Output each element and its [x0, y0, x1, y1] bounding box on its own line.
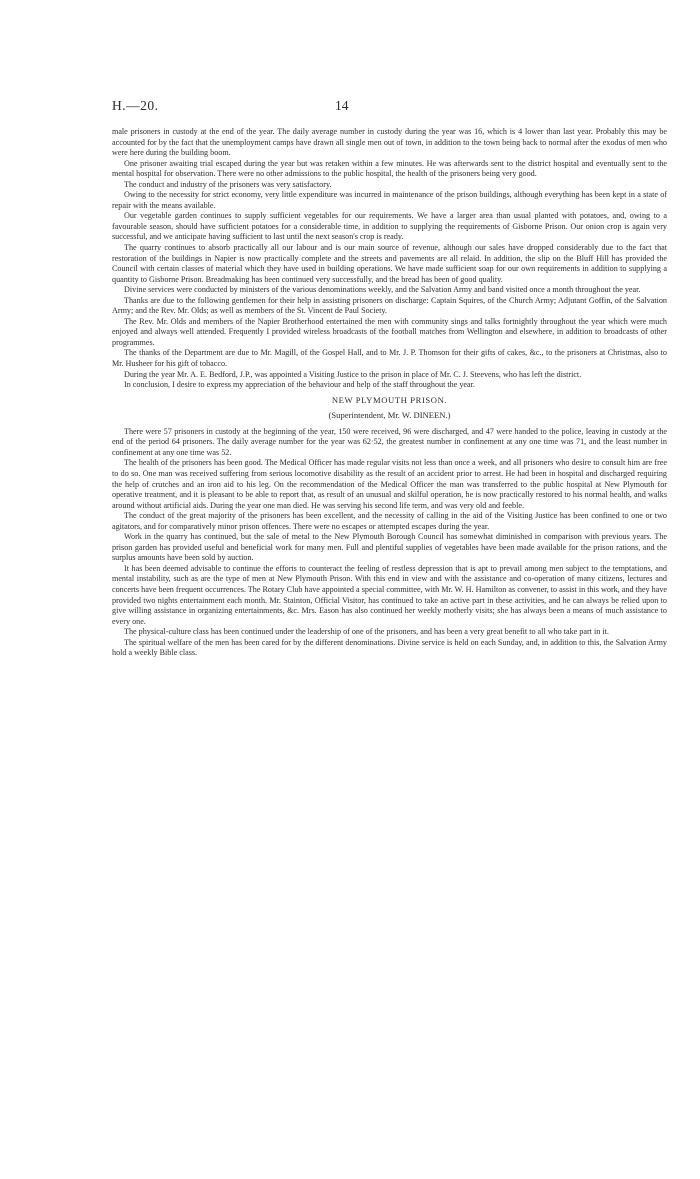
paragraph: The conduct of the great majority of the prisoners has been excellent, and the necessity of calling in the aid of the Visiting Justice has been confined to one or two agitators, and for comparatively minor prison offences. There were no escapes or attempted escapes during the year. — [112, 511, 667, 531]
paragraph: In conclusion, I desire to express my appreciation of the behaviour and help of the staff throughout the year. — [124, 380, 475, 390]
paragraph: The conduct and industry of the prisoners was very satisfactory. — [124, 179, 332, 189]
paragraph: The spiritual welfare of the men has been cared for by the different denominations. Divine service is held on each Sunday, and, in addition to this, the Salvation Army hold a weekly Bible class. — [112, 637, 667, 658]
paragraph: Our vegetable garden continues to supply sufficient vegetables for our requirements. We have a larger area than usual planted with potatoes, and, owing to a favourable season, should have sufficient potatoes for a considerable time, in addition to supplying the requirements of Gisborne Prison. Our onion crop is again very successful, and we anticipate having sufficient to last until the next season's crop is ready. — [112, 211, 667, 242]
paragraph: One prisoner awaiting trial escaped during the year but was retaken within a few minutes. He was afterwards sent to the district hospital and eventually sent to the mental hospital for observation. There were no other admissions to the public hospital, the health of the prisoners being very good. — [112, 158, 667, 179]
paragraph: During the year Mr. A. E. Bedford, J.P., was appointed a Visiting Justice to the prison in place of Mr. C. J. Steevens, who has left the district. — [124, 369, 582, 379]
paragraph: The Rev. Mr. Olds and members of the Napier Brotherhood entertained the men with community sings and talks fortnightly throughout the year which were much enjoyed and always well attended. Frequently I provided wireless broadcasts of the football matches from Wellington and elsewhere, in addition to broadcasts of other programmes. — [112, 316, 667, 347]
paragraph: Divine services were conducted by ministers of the various denominations weekly, and the Salvation Army and band visited once a month throughout the year. — [124, 285, 641, 295]
paragraph: The quarry continues to absorb practically all our labour and is our main source of revenue, although our sales have dropped considerably due to the fact that restoration of the buildings in Napier is now practically complete and the streets and pavements are all relaid. In addition, the slip on the Bluff Hill has provided the Council with certain classes of material which they have used in building operations. We have made sufficient soap for our own requirements in addition to supplying a quantity to Gisborne Prison. Breadmaking has been continued very successfully, and the bread has been of good quality. — [112, 243, 667, 284]
section-heading: NEW PLYMOUTH PRISON. — [331, 394, 448, 405]
page-number: 14 — [335, 98, 349, 113]
paragraph: Work in the quarry has continued, but the sale of metal to the New Plymouth Borough Council has somewhat diminished in comparison with previous years. The prison garden has provided useful and beneficial work for many men. Full and plentiful supplies of vegetables have been made available for the prison rations, and the surplus amounts have been sold by auction. — [112, 532, 667, 563]
section-subheading: (Superintendent, Mr. W. DINEEN.) — [328, 410, 451, 421]
paragraph: male prisoners in custody at the end of the year. The daily average number in custody during the year was 16, which is 4 lower than last year. Probably this may be accounted for by the fact that the unemployment camps have drawn all single men out of town, in addition to the town being back to normal after the exodus of men who were here during the building boom. — [112, 127, 667, 158]
paragraph: Owing to the necessity for strict economy, very little expenditure was incurred in maintenance of the prison buildings, although everything has been kept in a state of repair with the means available. — [112, 190, 667, 210]
paragraph: It has been deemed advisable to continue the efforts to counteract the feeling of restless depression that is apt to prevail among men subject to the temptations, and mental instability, such as are the type of men at New Plymouth Prison. With this end in view and with the assistance and co-operation of many citizens, lectures and concerts have been frequent occurrences. The Rotary Club have appointed a special committee, with Mr. W. H. Hamilton as convener, to assist in this work, and they have provided two nights entertainment each month. Mr. Stainton, Official Visitor, has continued to take an active part in these activities, and he can always be relied upon to give willing assistance in organizing entertainments, &c. Mrs. Eason has also continued her weekly motherly visits; she has always been a means of much assistance to every one. — [112, 563, 667, 626]
paragraph: There were 57 prisoners in custody at the beginning of the year, 150 were received, 96 were discharged, and 47 were handed to the police, leaving in custody at the end of the period 64 prisoners. The daily average number for the year was 62·52, the greatest number in confinement at any one time was 71, and the least number in confinement at any one time was 52. — [112, 426, 667, 457]
paragraph: The health of the prisoners has been good. The Medical Officer has made regular visits not less than once a week, and all prisoners who desire to consult him are free to do so. One man was received suffering from serious locomotive disability as the result of an accident prior to arrest. He had been in hospital and discharged requiring the help of crutches and an iron aid to his leg. On the recommendation of the Medical Officer the man was transferred to the public hospital at New Plymouth for operative treatment, and it is pleasant to be able to report that, as result of an unusual and skilful operation, he is now practically restored to his normal health, and walks around without artificial aids. During the year one man died. He was serving his second life term, and was very old and feeble. — [112, 458, 667, 510]
paragraph: The physical-culture class has been continued under the leadership of one of the prisoners, and has been a very great benefit to all who take part in it. — [124, 627, 609, 637]
page-body — [112, 127, 667, 659]
paragraph: The thanks of the Department are due to Mr. Magill, of the Gospel Hall, and to Mr. J. P. Thomson for their gifts of cakes, &c., to the prisoners at Christmas, also to Mr. Husheer for his gift of tobacco. — [112, 348, 667, 369]
paragraph: Thanks are due to the following gentlemen for their help in assisting prisoners on discharge: Captain Squires, of the Church Army; Adjutant Goffin, of the Salvation Army; and the Rev. Mr. Olds; as well as members of the St. Vincent de Paul Society. — [112, 295, 667, 316]
page-header — [112, 98, 592, 118]
document-reference: H.—20. — [112, 98, 159, 113]
